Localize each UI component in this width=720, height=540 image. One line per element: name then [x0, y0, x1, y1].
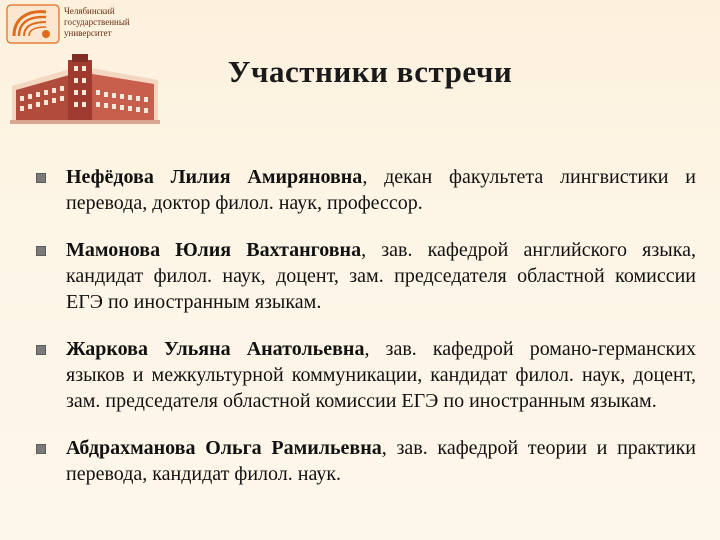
participant-description: , зав. кафедрой романо-германских языков и межкультурной коммуникации, кандидат филол. наук, доцент, зам. председателя областной комиссии ЕГЭ по иностранным языкам. — [66, 338, 696, 412]
square-bullet-icon — [36, 444, 46, 454]
participant-description: , зав. кафедрой теории и практики перевода, кандидат филол. наук. — [66, 437, 696, 485]
list-item — [36, 237, 696, 315]
participant-name: Жаркова Ульяна Анатольевна — [66, 338, 365, 360]
university-logo-block — [6, 4, 166, 124]
participant-description: , зав. кафедрой английского языка, кандидат филол. наук, доцент, зам. председателя областной комиссии ЕГЭ по иностранным языкам. — [66, 239, 696, 313]
page-title: Участники встречи — [227, 54, 513, 89]
participant-description: , декан факультета лингвистики и перевода, доктор филол. наук, профессор. — [66, 166, 696, 214]
participant-name: Абдрахманова Ольга Рамильевна — [66, 437, 382, 459]
university-name-line3: университет — [64, 28, 112, 38]
list-item — [36, 164, 696, 216]
university-emblem-icon — [6, 4, 60, 44]
square-bullet-icon — [36, 345, 46, 355]
list-item — [36, 336, 696, 414]
university-name — [64, 6, 164, 39]
participants-list — [36, 164, 696, 508]
square-bullet-icon — [36, 246, 46, 256]
university-name-line2: государственный — [64, 17, 130, 27]
university-building-icon — [10, 46, 160, 124]
participant-name: Мамонова Юлия Вахтанговна — [66, 239, 362, 261]
participant-name: Нефёдова Лилия Амиряновна — [66, 166, 363, 188]
university-name-line1: Челябинский — [64, 6, 115, 16]
square-bullet-icon — [36, 173, 46, 183]
list-item — [36, 435, 696, 487]
